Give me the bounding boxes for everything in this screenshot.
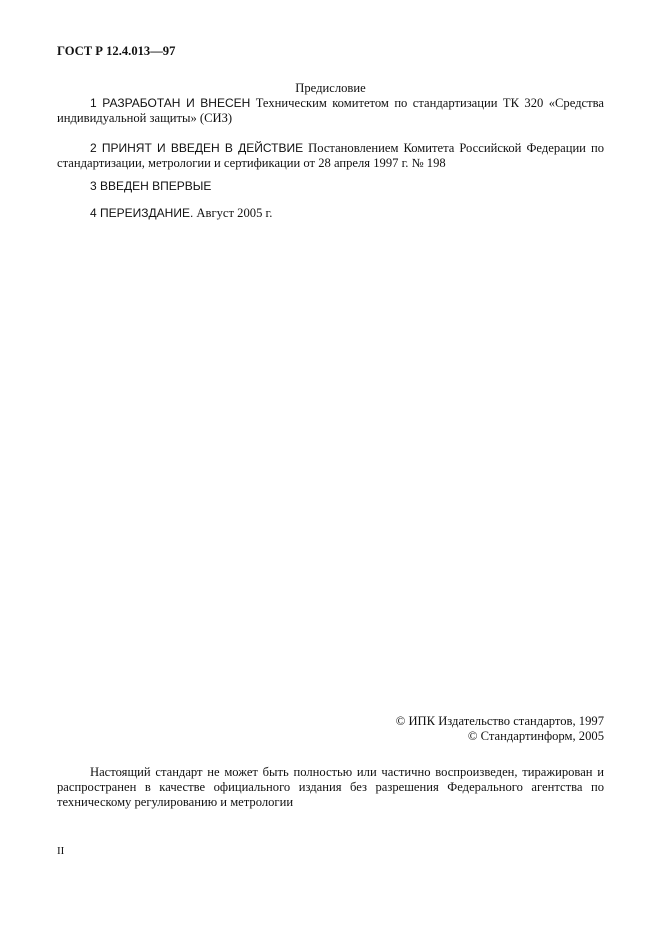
item-text: Август 2005 г.: [193, 206, 273, 220]
item-text: Постановлением Комитета Российской Федерации по стандартизации, метрологии и сертификации от 28 апреля 1997 г. № 198: [57, 141, 604, 170]
section-title: Предисловие: [295, 81, 366, 95]
item-lead: 2 ПРИНЯТ И ВВЕДЕН В ДЕЙСТВИЕ: [90, 141, 304, 155]
foreword-item-1: [57, 96, 604, 126]
item-lead: 1 РАЗРАБОТАН И ВНЕСЕН: [90, 96, 251, 110]
reproduction-notice: Настоящий стандарт не может быть полностью или частично воспроизведен, тиражирован и распространен в качестве официального издания без разрешения Федерального агентства по техническому регулированию и метрологии: [57, 765, 604, 809]
copyright-line-2: © Стандартинформ, 2005: [467, 729, 604, 743]
item-lead: 4 ПЕРЕИЗДАНИЕ.: [90, 206, 194, 220]
foreword-item-4: [57, 206, 604, 221]
foreword-item-2: [57, 141, 604, 171]
item-lead: 3 ВВЕДЕН ВПЕРВЫЕ: [90, 179, 212, 193]
foreword-item-3: [57, 179, 604, 194]
item-text: Техническим комитетом по стандартизации ТК 320 «Средства индивидуальной защиты» (СИЗ): [57, 96, 604, 125]
copyright-line-1: © ИПК Издательство стандартов, 1997: [395, 714, 604, 728]
page-number: II: [57, 845, 65, 857]
document-code: ГОСТ Р 12.4.013—97: [57, 44, 176, 58]
